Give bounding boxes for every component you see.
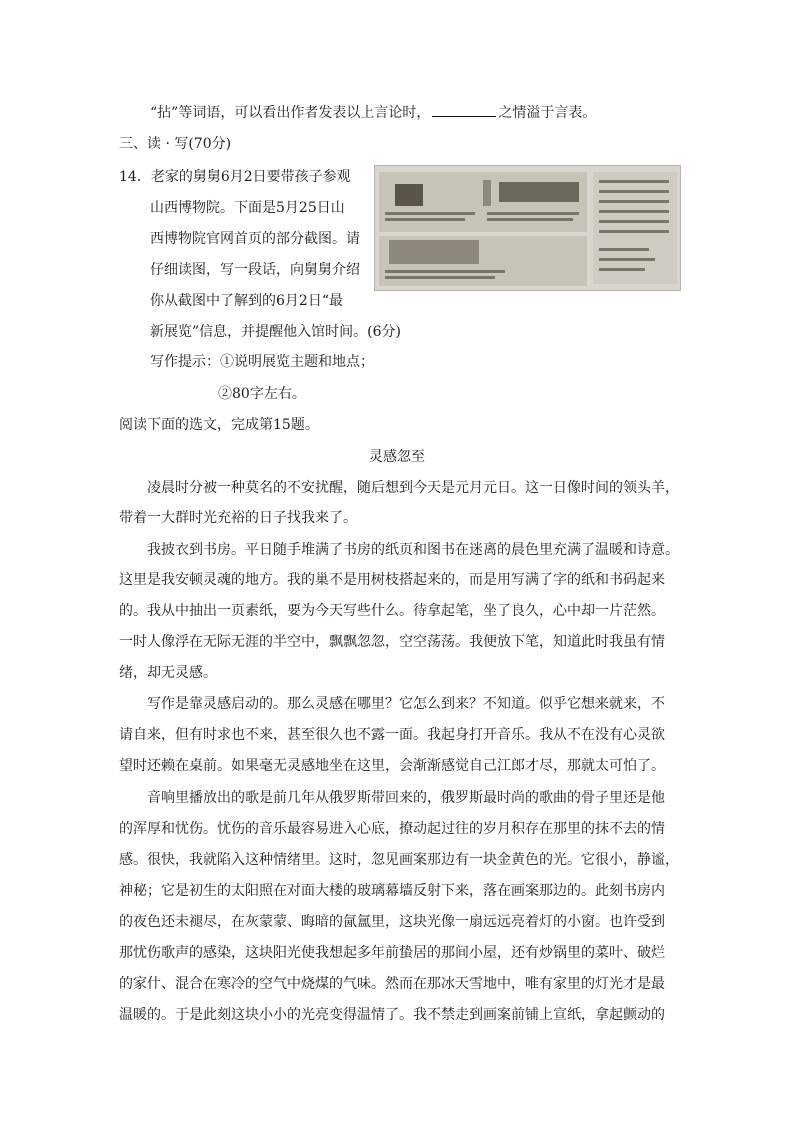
reading-instruction: 阅读下面的选文，完成第15题。: [119, 417, 319, 433]
passage-line: 带着一大群时光充裕的日子找我来了。: [119, 510, 357, 526]
question-14-line: 新展览”信息，并提醒他入馆时间。(6分): [150, 324, 401, 340]
section-heading: 三、读 · 写(70分): [119, 136, 232, 152]
passage-line: 请自来，但有时求也不来，甚至很久也不露一面。我起身打开音乐。我从不在没有心灵欲: [119, 727, 665, 743]
passage-line: 一时人像浮在无际无涯的半空中，飘飘忽忽，空空荡荡。我便放下笔，知道此时我虽有情: [119, 634, 665, 650]
passage-line: 的夜色还未褪尽，在灰蒙蒙、晦暗的氤氲里，这块光像一扇远远亮着灯的小窗。也许受到: [119, 914, 665, 930]
passage-line: 这里是我安顿灵魂的地方。我的巢不是用树枝搭起来的，而是用写满了字的纸和书码起来: [119, 572, 665, 588]
passage-line: 我披衣到书房。平日随手堆满了书房的纸页和图书在迷离的晨色里充满了温暖和诗意。: [147, 542, 679, 558]
writing-hint: ②80字左右。: [218, 386, 306, 402]
question-14-line: 14．老家的舅舅6月2日要带孩子参观: [119, 169, 351, 185]
question-tail-text-2: 之情溢于言表。: [498, 105, 597, 121]
passage-line: 那忧伤歌声的感染，这块阳光使我想起多年前蛰居的那间小屋，还有炒锅里的菜叶、破烂: [119, 945, 665, 961]
passage-line: 的家什、混合在寒冷的空气中烧煤的气味。然而在那冰天雪地中，唯有家里的灯光才是最: [119, 976, 665, 992]
question-14-line: 西博物院官网首页的部分截图。请: [150, 231, 360, 247]
passage-line: 温暖的。于是此刻这块小小的光亮变得温情了。我不禁走到画案前铺上宣纸，拿起颤动的: [119, 1007, 665, 1023]
question-14-line: 山西博物院。下面是5月25日山: [150, 200, 345, 216]
writing-hint: 写作提示：①说明展览主题和地点；: [150, 354, 374, 370]
question-14-line: 仔细读图，写一段话，向舅舅介绍: [150, 262, 360, 278]
passage-line: 绪，却无灵感。: [119, 665, 217, 681]
text-line: [150, 102, 596, 123]
question-14-line: 你从截图中了解到的6月2日“最: [150, 293, 343, 309]
passage-line: 神秘；它是初生的太阳照在对面大楼的玻璃幕墙反射下来，落在画案那边的。此刻书房内: [119, 883, 665, 899]
question-tail-text: “拈”等词语，可以看出作者发表以上言论时，: [150, 105, 431, 121]
museum-website-screenshot: [374, 165, 681, 291]
passage-line: 望时还赖在桌前。如果毫无灵感地坐在这里，会渐渐感觉自己江郎才尽，那就太可怕了。: [119, 758, 665, 774]
passage-line: 的浑厚和忧伤。忧伤的音乐最容易进入心底，撩动起过往的岁月积存在那里的抹不去的情: [119, 821, 665, 837]
passage-line: 音响里播放出的歌是前几年从俄罗斯带回来的，俄罗斯最时尚的歌曲的骨子里还是他: [147, 790, 665, 806]
passage-line: 的。我从中抽出一页素纸，要为今天写些什么。待拿起笔，坐了良久，心中却一片茫然。: [119, 603, 665, 619]
passage-line: 写作是靠灵感启动的。那么灵感在哪里？它怎么到来？不知道。似乎它想来就来，不: [147, 696, 665, 712]
passage-line: 凌晨时分被一种莫名的不安扰醒，随后想到今天是元月元日。这一日像时间的领头羊，: [147, 480, 679, 496]
passage-line: 感。很快，我就陷入这种情绪里。这时，忽见画案那边有一块金黄色的光。它很小，静谧，: [119, 852, 679, 868]
answer-blank[interactable]: [432, 102, 496, 117]
passage-title: 灵感忽至: [369, 449, 425, 465]
